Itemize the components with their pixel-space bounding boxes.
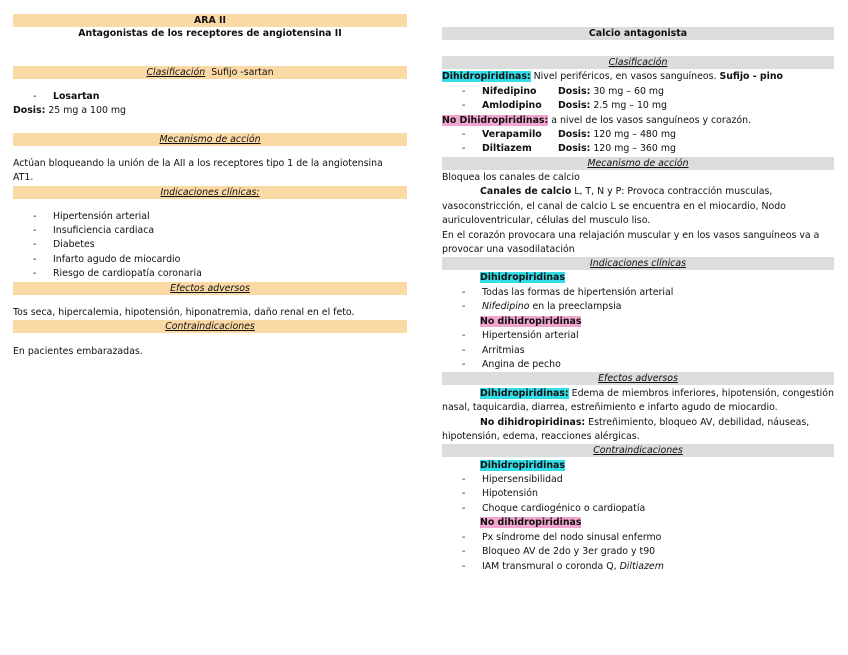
contra-text: Choque cardiogénico o cardiopatía xyxy=(482,503,646,514)
contra-text: IAM transmural o coronda Q, xyxy=(482,561,617,572)
ara2-efectos-header xyxy=(13,282,407,295)
mecanismo-text xyxy=(442,185,772,198)
mecanismo-label: Mecanismo de acción xyxy=(159,134,261,145)
indicacion-text: Riesgo de cardiopatía coronaria xyxy=(53,268,202,279)
ara2-subtitle: Antagonistas de los receptores de angiotensina II xyxy=(13,27,407,40)
clasificacion-text: Sufijo -sartan xyxy=(211,67,274,78)
efectos-label: Efectos adversos xyxy=(598,373,678,384)
dosis-label: Dosis: xyxy=(558,143,591,154)
efectos-text: Tos seca, hipercalemia, hipotensión, hiponatremia, daño renal en el feto. xyxy=(13,307,355,318)
list-item: - Riesgo de cardiopatía coronaria xyxy=(33,268,202,279)
mecanismo-text: provocar una vasodilatación xyxy=(442,244,575,255)
indicacion-text: en la preeclampsia xyxy=(532,301,622,312)
list-item: - Angina de pecho xyxy=(462,359,561,370)
indicacion-text: Hipertensión arterial xyxy=(482,330,579,341)
ara2-contra-header xyxy=(13,320,407,333)
list-item: - Infarto agudo de miocardio xyxy=(33,254,181,265)
clasificacion-label: Clasificación xyxy=(146,67,206,78)
efectos-label: Efectos adversos xyxy=(170,283,250,294)
efectos-text: Estreñimiento, bloqueo AV, debilidad, náuseas, xyxy=(588,417,810,428)
ara2-mecanismo-header xyxy=(13,133,407,146)
ind-ndhp-heading xyxy=(442,315,581,328)
efectos-text: nasal, taquicardia, diarrea, estreñimiento e infarto agudo de miocardio. xyxy=(442,402,778,413)
list-item: - Hipersensibilidad xyxy=(462,474,563,485)
con-ndhp-heading xyxy=(442,516,581,529)
ara2-clasificacion-header xyxy=(13,66,407,79)
indicacion-text: Infarto agudo de miocardio xyxy=(53,254,181,265)
indicacion-text: Diabetes xyxy=(53,239,95,250)
losartan-name: Losartan xyxy=(53,91,100,102)
dosis-label: Dosis: xyxy=(558,100,591,111)
canales-text: L, T, N y P: Provoca contracción musculas, xyxy=(574,186,773,197)
dosis-value: 2.5 mg – 10 mg xyxy=(593,100,667,111)
dhp-suffix: Sufijo - pino xyxy=(719,71,783,82)
contra-label: Contraindicaciones xyxy=(593,445,683,456)
dhp-label: Dihidropiridinas xyxy=(480,460,565,471)
indicacion-text: Insuficiencia cardiaca xyxy=(53,225,155,236)
con-dhp-heading xyxy=(442,459,565,472)
ndhp-line xyxy=(442,114,751,127)
drug-name: Verapamilo xyxy=(482,129,542,140)
contra-label: Contraindicaciones xyxy=(165,321,255,332)
calcio-clasificacion-header xyxy=(442,56,834,69)
ndhp-label: No dihidropiridinas xyxy=(480,316,582,327)
list-item: - Choque cardiogénico o cardiopatía xyxy=(462,503,646,514)
ara2-indicaciones-header xyxy=(13,186,407,199)
contra-text: Px síndrome del nodo sinusal enfermo xyxy=(482,532,662,543)
calcio-contra-header xyxy=(442,444,834,457)
list-item: - Px síndrome del nodo sinusal enfermo xyxy=(462,532,662,543)
indicacion-text: Angina de pecho xyxy=(482,359,561,370)
mecanismo-text: vasoconstricción, el canal de calcio L se encuentra en el miocardio, Nodo xyxy=(442,201,786,212)
indicacion-text: Hipertensión arterial xyxy=(53,211,150,222)
indicacion-text: Todas las formas de hipertensión arterial xyxy=(482,287,674,298)
list-item: - Insuficiencia cardiaca xyxy=(33,225,155,236)
ara2-title: ARA II xyxy=(194,15,226,26)
efectos-dhp xyxy=(442,387,834,400)
list-item: - Diabetes xyxy=(33,239,95,250)
drug-name: Amlodipino xyxy=(482,100,542,111)
dhp-line xyxy=(442,70,783,83)
drug-row: - Diltiazem Dosis: 120 mg – 360 mg xyxy=(462,143,676,154)
mecanismo-label: Mecanismo de acción xyxy=(587,158,689,169)
indicaciones-label: Indicaciones clínicas xyxy=(590,258,686,269)
dosis-value: 120 mg – 360 mg xyxy=(593,143,676,154)
drug-name: Diltiazem xyxy=(482,143,532,154)
ndhp-text: a nivel de los vasos sanguíneos y corazón. xyxy=(551,115,752,126)
calcio-title: Calcio antagonista xyxy=(442,27,834,40)
mecanismo-text: En el corazón provocara una relajación muscular y en los vasos sanguíneos va a xyxy=(442,230,820,241)
losartan-dosis xyxy=(13,104,126,117)
contra-text: Hipersensibilidad xyxy=(482,474,563,485)
ara2-title-band xyxy=(13,14,407,40)
drug-name: Nifedipino xyxy=(482,86,537,97)
contra-text: Hipotensión xyxy=(482,488,538,499)
losartan-item: - Losartan xyxy=(33,91,100,102)
mecanismo-text: Bloquea los canales de calcio xyxy=(442,172,580,183)
ndhp-label: No Dihidropiridinas: xyxy=(442,115,549,126)
list-item: - Arritmias xyxy=(462,345,525,356)
list-item: - Todas las formas de hipertensión arterial xyxy=(462,287,674,298)
dhp-label: Dihidropiridinas: xyxy=(442,71,531,82)
list-item: - Nifedipino en la preeclampsia xyxy=(462,301,622,312)
calcio-mecanismo-header xyxy=(442,157,834,170)
ndhp-label: No dihidropiridinas: xyxy=(480,417,586,428)
calcio-indicaciones-header xyxy=(442,257,834,270)
efectos-text: hipotensión, edema, reacciones alérgicas. xyxy=(442,431,640,442)
drug-row: - Verapamilo Dosis: 120 mg – 480 mg xyxy=(462,129,676,140)
dosis-value: 30 mg – 60 mg xyxy=(593,86,664,97)
dosis-label: Dosis: xyxy=(13,105,46,116)
drug-row: - Nifedipino Dosis: 30 mg – 60 mg xyxy=(462,86,664,97)
list-item: - Hipertensión arterial xyxy=(33,211,150,222)
nifedipino-italic: Nifedipino xyxy=(482,301,530,312)
list-item: - Hipotensión xyxy=(462,488,538,499)
canales-label: Canales de calcio xyxy=(480,186,572,197)
contra-text: En pacientes embarazadas. xyxy=(13,346,143,357)
contra-text: Bloqueo AV de 2do y 3er grado y t90 xyxy=(482,546,656,557)
dosis-value: 120 mg – 480 mg xyxy=(593,129,676,140)
calcio-efectos-header xyxy=(442,372,834,385)
dosis-value: 25 mg a 100 mg xyxy=(48,105,126,116)
list-item: - Bloqueo AV de 2do y 3er grado y t90 xyxy=(462,546,656,557)
efectos-text: Edema de miembros inferiores, hipotensión, congestión xyxy=(571,388,834,399)
mecanismo-text-1: Actúan bloqueando la unión de la AII a los receptores tipo 1 de la angiotensina xyxy=(13,158,383,169)
dosis-label: Dosis: xyxy=(558,86,591,97)
efectos-ndhp xyxy=(442,416,809,429)
indicaciones-label: Indicaciones clínicas: xyxy=(160,187,260,198)
dhp-label: Dihidropiridinas xyxy=(480,272,565,283)
mecanismo-text: auriculoventricular, células del musculo liso. xyxy=(442,215,651,226)
indicacion-text: Arritmias xyxy=(482,345,525,356)
mecanismo-text-2: AT1. xyxy=(13,172,34,183)
diltiazem-italic: Diltiazem xyxy=(619,561,664,572)
ndhp-label: No dihidropiridinas xyxy=(480,517,582,528)
dhp-text: Nivel periféricos, en vasos sanguíneos. xyxy=(533,71,717,82)
list-item: - Hipertensión arterial xyxy=(462,330,579,341)
clasificacion-label: Clasificación xyxy=(608,57,668,68)
ind-dhp-heading xyxy=(442,271,565,284)
dosis-label: Dosis: xyxy=(558,129,591,140)
drug-row: - Amlodipino Dosis: 2.5 mg – 10 mg xyxy=(462,100,667,111)
list-item: - IAM transmural o coronda Q, Diltiazem xyxy=(462,561,664,572)
dhp-label: Dihidropiridinas: xyxy=(480,388,569,399)
